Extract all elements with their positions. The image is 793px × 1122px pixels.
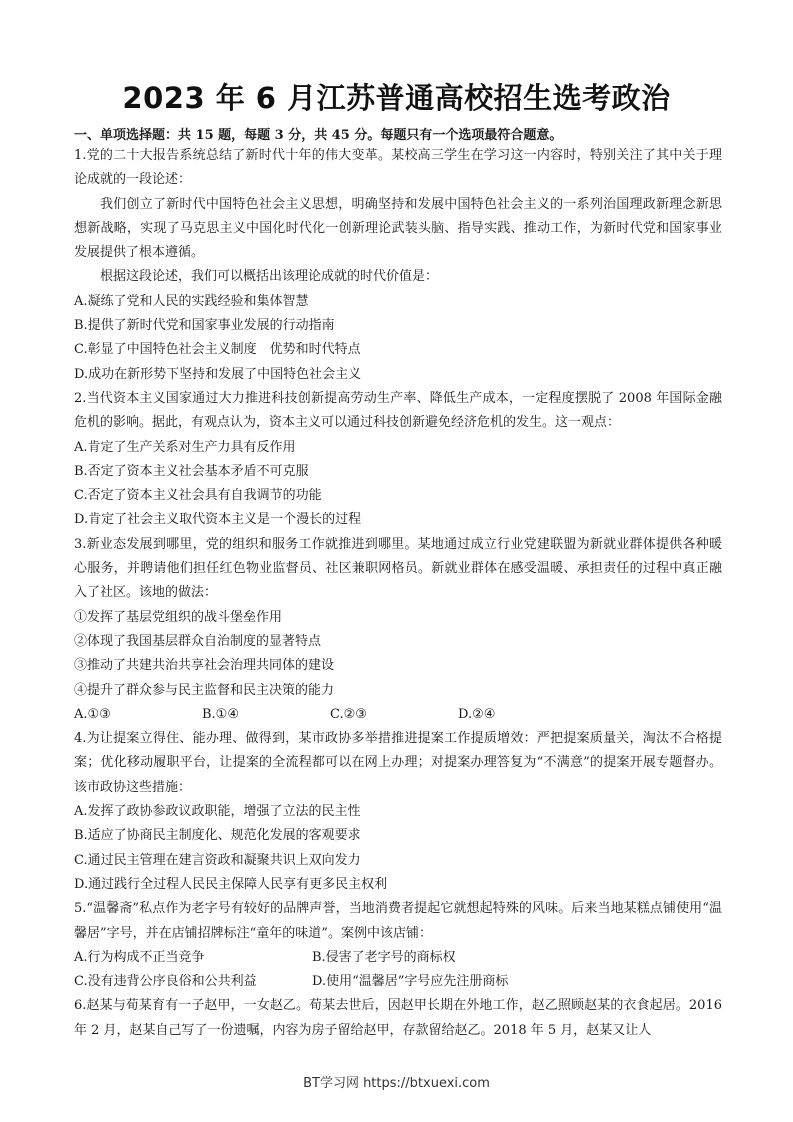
question-3-choice-a: A.①③ [74, 706, 111, 722]
question-4-option-d: D.通过践行全过程人民民主保障人民享有更多民主权利 [74, 876, 388, 892]
question-4-option-b: B.适应了协商民主制度化、规范化发展的客观要求 [74, 828, 361, 844]
question-3-item-4: ④提升了群众参与民主监督和民主决策的能力 [74, 682, 335, 698]
question-4-option-a: A.发挥了政协参政议政职能，增强了立法的民主性 [74, 804, 361, 820]
question-1-prompt: 根据这段论述，我们可以概括出该理论成就的时代价值是： [100, 269, 439, 285]
question-2-option-c: C.否定了资本主义社会具有自我调节的功能 [74, 488, 322, 504]
question-2-stem: 2.当代资本主义国家通过大力推进科技创新提高劳动生产率、降低生产成本，一定程度摆脱了 2008 年国际金融危机的影响。据此，有观点认为，资本主义可以通过科技创新避免经济危机的发生。这一观点： [74, 390, 722, 431]
question-1-option-a: A.凝练了党和人民的实践经验和集体智慧 [74, 293, 309, 309]
question-3-choices [74, 703, 722, 727]
question-1-option-d: D.成功在新形势下坚持和发展了中国特色社会主义 [74, 366, 362, 382]
question-2-option-a: A.肯定了生产关系对生产力具有反作用 [74, 439, 296, 455]
question-3-item-3: ③推动了共建共治共享社会治理共同体的建设 [74, 658, 335, 674]
question-1-stem: 1.党的二十大报告系统总结了新时代十年的伟大变革。某校高三学生在学习这一内容时，特别关注了其中关于理论成就的一段论述： [74, 148, 722, 188]
question-5-options-row-2 [74, 970, 722, 994]
question-3-choice-d: D.②④ [458, 706, 496, 722]
question-5-option-c: C.没有违背公序良俗和公共利益 [74, 974, 257, 990]
question-6-stem: 6.赵某与荀某育有一子赵甲，一女赵乙。荀某去世后，因赵甲长期在外地工作，赵乙照顾赵某的衣食起居。2016 年 2 月，赵某自己写了一份遗嘱，内容为房子留给赵甲，存款留给赵乙。2018 年 5 月，赵某又让人 [74, 998, 722, 1038]
question-5-option-b: B.侵害了老字号的商标权 [312, 949, 456, 965]
question-4-stem: 4.为让提案立得住、能办理、做得到，某市政协多举措推进提案工作提质增效：严把提案质量关，淘汰不合格提案；优化移动履职平台，让提案的全流程都可以在网上办理；对提案办理答复为“不满意”的提案开展专题督办。该市政协这些措施： [74, 731, 722, 795]
question-3-choice-b: B.①④ [202, 706, 239, 722]
question-content [74, 144, 722, 1043]
footer-watermark: BT学习网 https://btxuexi.com [303, 1076, 490, 1091]
question-5-options-row-1 [74, 946, 722, 970]
question-3-item-2: ②体现了我国基层群众自治制度的显著特点 [74, 633, 322, 649]
page-title: 2023 年 6 月江苏普通高校招生选考政治 [122, 81, 671, 115]
section-heading: 一、单项选择题：共 15 题，每题 3 分，共 45 分。每题只有一个选项最符合题意。 [74, 128, 563, 143]
question-5-option-a: A.行为构成不正当竞争 [74, 949, 205, 965]
question-5-stem: 5.“温馨斋”私点作为老字号有较好的品牌声誉，当地消费者提起它就想起特殊的风味。后来当地某糕点铺使用“温馨居”字号，并在店铺招牌标注“童年的味道”。案例中该店铺： [74, 901, 722, 941]
question-2-option-b: B.否定了资本主义社会基本矛盾不可克服 [74, 463, 309, 479]
question-3-choice-c: C.②③ [330, 706, 367, 722]
question-3-stem: 3.新业态发展到哪里，党的组织和服务工作就推进到哪里。某地通过成立行业党建联盟为新就业群体提供各种暖心服务，并聘请他们担任红色物业监督员、社区兼职网格员。新就业群体在感受温暖、承担责任的过程中真正融入了社区。该地的做法： [74, 536, 722, 601]
question-5-option-d: D.使用“温馨居”字号应先注册商标 [312, 974, 509, 990]
question-3-item-1: ①发挥了基层党组织的战斗堡垒作用 [74, 609, 283, 625]
question-2-option-d: D.肯定了社会主义取代资本主义是一个漫长的过程 [74, 512, 362, 528]
question-4-option-c: C.通过民主管理在建言资政和凝聚共识上双向发力 [74, 852, 361, 868]
question-1-option-b: B.提供了新时代党和国家事业发展的行动指南 [74, 318, 335, 334]
question-1-quote: 我们创立了新时代中国特色社会主义思想，明确坚持和发展中国特色社会主义的一系列治国理政新理念新思想新战略，实现了马克思主义中国化时代化一创新理论武装头脑、指导实践、推动工作，为新时代党和国家事业发展提供了根本遵循。 [74, 196, 722, 261]
question-1-option-c: C.彰显了中国特色社会主义制度 优势和时代特点 [74, 342, 361, 358]
